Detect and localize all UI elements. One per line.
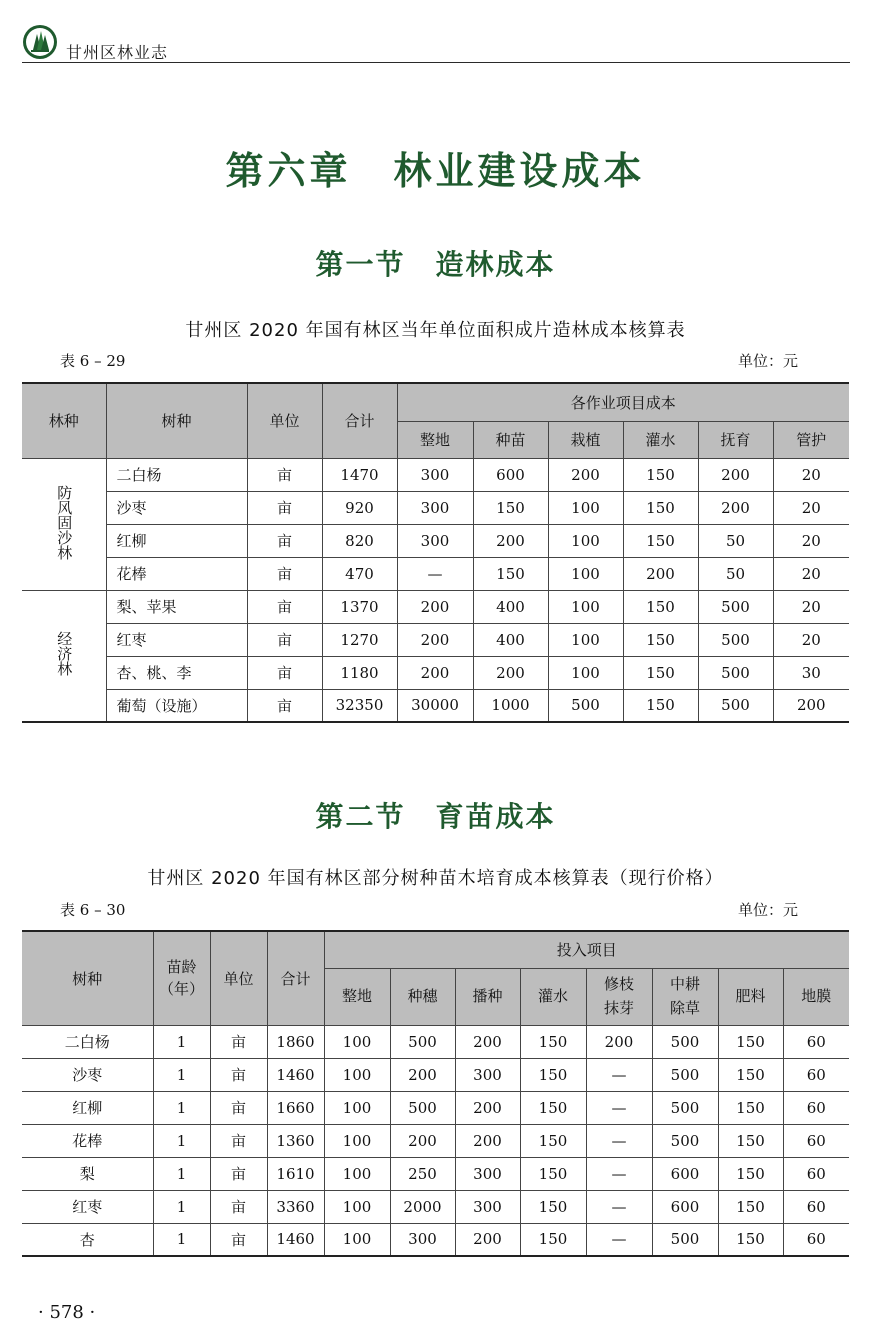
- header-item: [718, 968, 783, 1025]
- value-cell: 200: [390, 1124, 455, 1157]
- tree-cell: 花棒: [22, 1124, 153, 1157]
- age-cell: 1: [153, 1124, 210, 1157]
- value-cell: 300: [455, 1157, 520, 1190]
- tree-cell: 杏: [22, 1223, 153, 1256]
- table-row: [22, 623, 849, 656]
- tree-cell: 葡萄（设施）: [106, 689, 247, 722]
- header-total: 合计: [322, 383, 397, 458]
- value-cell: 2000: [390, 1190, 455, 1223]
- value-cell: —: [586, 1190, 652, 1223]
- table-row: [22, 557, 849, 590]
- value-cell: 200: [455, 1223, 520, 1256]
- value-cell: 200: [698, 491, 773, 524]
- header-unit: 单位: [247, 383, 322, 458]
- table-row: [22, 458, 849, 491]
- tree-cell: 花棒: [106, 557, 247, 590]
- header-tree: 树种: [106, 383, 247, 458]
- value-cell: 500: [652, 1025, 718, 1058]
- value-cell: 100: [548, 557, 623, 590]
- header-item-line1: 肥料: [735, 986, 766, 1005]
- value-cell: 100: [548, 524, 623, 557]
- unit-cell: 亩: [210, 1058, 267, 1091]
- table-row: [22, 491, 849, 524]
- header-item: [586, 968, 652, 1025]
- value-cell: 100: [324, 1190, 390, 1223]
- value-cell: 500: [698, 590, 773, 623]
- value-cell: 200: [397, 656, 473, 689]
- header-item-line1: 播种: [472, 986, 503, 1005]
- value-cell: 400: [473, 623, 548, 656]
- header-item: 整地: [397, 421, 473, 458]
- value-cell: 150: [520, 1157, 586, 1190]
- value-cell: 60: [783, 1223, 849, 1256]
- value-cell: —: [586, 1091, 652, 1124]
- value-cell: 20: [773, 491, 849, 524]
- value-cell: —: [586, 1223, 652, 1256]
- header-age-line1: 苗龄: [166, 957, 197, 976]
- value-cell: 150: [520, 1223, 586, 1256]
- header-item-line1: 种穗: [407, 986, 438, 1005]
- nursery-cost-table: [22, 930, 849, 1257]
- unit-cell: 亩: [210, 1124, 267, 1157]
- total-cell: 920: [322, 491, 397, 524]
- value-cell: 200: [473, 656, 548, 689]
- value-cell: 100: [324, 1157, 390, 1190]
- page-header: [22, 24, 850, 64]
- header-item: [324, 968, 390, 1025]
- tree-cell: 二白杨: [106, 458, 247, 491]
- table-number-1: 表 6 – 29: [60, 352, 126, 370]
- value-cell: 20: [773, 557, 849, 590]
- total-cell: 1370: [322, 590, 397, 623]
- table-title-2: 甘州区 2020 年国有林区部分树种苗木培育成本核算表（现行价格）: [147, 868, 724, 889]
- value-cell: 200: [698, 458, 773, 491]
- total-cell: 1460: [267, 1058, 324, 1091]
- header-tree: 树种: [22, 931, 153, 1025]
- header-item-line1: 中耕: [669, 975, 700, 994]
- value-cell: 300: [390, 1223, 455, 1256]
- total-cell: 32350: [322, 689, 397, 722]
- table-row: [22, 656, 849, 689]
- value-cell: 300: [397, 458, 473, 491]
- forest-type-label: 防风固沙林: [55, 484, 74, 560]
- total-cell: 820: [322, 524, 397, 557]
- total-cell: 1470: [322, 458, 397, 491]
- age-cell: 1: [153, 1157, 210, 1190]
- unit-cell: 亩: [210, 1223, 267, 1256]
- value-cell: 300: [455, 1190, 520, 1223]
- value-cell: 200: [455, 1091, 520, 1124]
- tree-cell: 沙枣: [106, 491, 247, 524]
- age-cell: 1: [153, 1058, 210, 1091]
- tree-cell: 沙枣: [22, 1058, 153, 1091]
- value-cell: 150: [623, 491, 698, 524]
- value-cell: 150: [623, 590, 698, 623]
- table-number-2: 表 6 – 30: [60, 901, 126, 919]
- unit-cell: 亩: [247, 491, 322, 524]
- value-cell: 150: [718, 1091, 783, 1124]
- header-item: 抚育: [698, 421, 773, 458]
- tree-cell: 红枣: [106, 623, 247, 656]
- header-forest-type: 林种: [22, 383, 106, 458]
- header-item: [783, 968, 849, 1025]
- value-cell: 500: [698, 689, 773, 722]
- value-cell: 100: [324, 1223, 390, 1256]
- value-cell: 150: [718, 1124, 783, 1157]
- total-cell: 1360: [267, 1124, 324, 1157]
- value-cell: 50: [698, 524, 773, 557]
- unit-cell: 亩: [247, 458, 322, 491]
- section-title-1: 第一节 造林成本: [315, 248, 556, 281]
- value-cell: 600: [473, 458, 548, 491]
- value-cell: 300: [397, 491, 473, 524]
- value-cell: 500: [652, 1058, 718, 1091]
- value-cell: 500: [548, 689, 623, 722]
- tree-cell: 梨: [22, 1157, 153, 1190]
- value-cell: 150: [718, 1058, 783, 1091]
- value-cell: 50: [698, 557, 773, 590]
- header-age: [153, 931, 210, 1025]
- table-row: [22, 1124, 849, 1157]
- header-age-line2: （年）: [158, 980, 204, 999]
- page-number: · 578 ·: [38, 1302, 96, 1323]
- book-title: 甘州区林业志: [66, 43, 169, 62]
- value-cell: 300: [397, 524, 473, 557]
- value-cell: 200: [586, 1025, 652, 1058]
- table-title-1: 甘州区 2020 年国有林区当年单位面积成片造林成本核算表: [185, 320, 686, 341]
- header-item: [455, 968, 520, 1025]
- value-cell: 200: [397, 590, 473, 623]
- value-cell: 60: [783, 1091, 849, 1124]
- value-cell: 150: [520, 1058, 586, 1091]
- value-cell: 200: [473, 524, 548, 557]
- value-cell: 100: [548, 590, 623, 623]
- header-item: [520, 968, 586, 1025]
- value-cell: 200: [397, 623, 473, 656]
- tree-cell: 红柳: [106, 524, 247, 557]
- value-cell: 150: [718, 1025, 783, 1058]
- age-cell: 1: [153, 1091, 210, 1124]
- value-cell: 60: [783, 1025, 849, 1058]
- total-cell: 3360: [267, 1190, 324, 1223]
- header-item-line1: 地膜: [801, 986, 832, 1005]
- forest-logo-icon: [22, 24, 58, 60]
- forest-type-cell: [22, 590, 106, 722]
- table-row: [22, 590, 849, 623]
- header-rule: [22, 62, 850, 63]
- unit-cell: 亩: [247, 656, 322, 689]
- value-cell: 100: [548, 656, 623, 689]
- section-title-2: 第二节 育苗成本: [315, 800, 556, 833]
- value-cell: 300: [455, 1058, 520, 1091]
- value-cell: 150: [473, 491, 548, 524]
- header-item-line1: 修枝: [603, 975, 634, 994]
- table-row: [22, 1190, 849, 1223]
- header-item: 种苗: [473, 421, 548, 458]
- value-cell: 200: [773, 689, 849, 722]
- forest-type-label: 经济林: [55, 631, 74, 677]
- value-cell: 20: [773, 623, 849, 656]
- header-unit: 单位: [210, 931, 267, 1025]
- total-cell: 1860: [267, 1025, 324, 1058]
- unit-cell: 亩: [247, 590, 322, 623]
- table-row: [22, 1157, 849, 1190]
- tree-cell: 红枣: [22, 1190, 153, 1223]
- total-cell: 1270: [322, 623, 397, 656]
- value-cell: 150: [623, 458, 698, 491]
- age-cell: 1: [153, 1025, 210, 1058]
- value-cell: 200: [548, 458, 623, 491]
- header-item: [652, 968, 718, 1025]
- header-item: 灌水: [623, 421, 698, 458]
- total-cell: 470: [322, 557, 397, 590]
- value-cell: 500: [698, 656, 773, 689]
- value-cell: 100: [324, 1091, 390, 1124]
- chapter-title: 第六章 林业建设成本: [225, 149, 646, 193]
- value-cell: 250: [390, 1157, 455, 1190]
- table-row: [22, 1223, 849, 1256]
- value-cell: 30: [773, 656, 849, 689]
- total-cell: 1460: [267, 1223, 324, 1256]
- value-cell: —: [586, 1157, 652, 1190]
- unit-cell: 亩: [247, 623, 322, 656]
- tree-cell: 红柳: [22, 1091, 153, 1124]
- value-cell: 500: [652, 1124, 718, 1157]
- value-cell: 60: [783, 1058, 849, 1091]
- value-cell: —: [586, 1058, 652, 1091]
- header-item: 管护: [773, 421, 849, 458]
- value-cell: 150: [718, 1190, 783, 1223]
- value-cell: 100: [324, 1025, 390, 1058]
- value-cell: 400: [473, 590, 548, 623]
- value-cell: 600: [652, 1190, 718, 1223]
- table-row: [22, 524, 849, 557]
- value-cell: 500: [652, 1091, 718, 1124]
- unit-cell: 亩: [247, 557, 322, 590]
- value-cell: 500: [390, 1025, 455, 1058]
- value-cell: 200: [390, 1058, 455, 1091]
- value-cell: 60: [783, 1157, 849, 1190]
- value-cell: 200: [623, 557, 698, 590]
- age-cell: 1: [153, 1223, 210, 1256]
- table-row: [22, 1091, 849, 1124]
- value-cell: 150: [473, 557, 548, 590]
- value-cell: 150: [520, 1091, 586, 1124]
- value-cell: 150: [623, 524, 698, 557]
- value-cell: 20: [773, 524, 849, 557]
- value-cell: 100: [324, 1124, 390, 1157]
- table-row: [22, 1058, 849, 1091]
- header-item-line2: 除草: [669, 998, 700, 1017]
- value-cell: 150: [520, 1124, 586, 1157]
- tree-cell: 杏、桃、李: [106, 656, 247, 689]
- header-item: 栽植: [548, 421, 623, 458]
- value-cell: 150: [623, 689, 698, 722]
- total-cell: 1660: [267, 1091, 324, 1124]
- unit-label-1: 单位：元: [738, 352, 799, 370]
- value-cell: 60: [783, 1124, 849, 1157]
- value-cell: —: [586, 1124, 652, 1157]
- value-cell: 150: [718, 1157, 783, 1190]
- value-cell: 150: [520, 1190, 586, 1223]
- value-cell: 600: [652, 1157, 718, 1190]
- unit-cell: 亩: [210, 1157, 267, 1190]
- table-row: [22, 689, 849, 722]
- value-cell: 150: [718, 1223, 783, 1256]
- value-cell: 30000: [397, 689, 473, 722]
- unit-cell: 亩: [247, 524, 322, 557]
- header-item: [390, 968, 455, 1025]
- value-cell: 150: [623, 623, 698, 656]
- value-cell: —: [397, 557, 473, 590]
- value-cell: 200: [455, 1124, 520, 1157]
- unit-cell: 亩: [210, 1091, 267, 1124]
- header-item-line1: 灌水: [537, 986, 568, 1005]
- unit-label-2: 单位：元: [738, 901, 799, 919]
- value-cell: 20: [773, 458, 849, 491]
- header-total: 合计: [267, 931, 324, 1025]
- forest-type-cell: [22, 458, 106, 590]
- unit-cell: 亩: [210, 1190, 267, 1223]
- value-cell: 20: [773, 590, 849, 623]
- table-row: [22, 1025, 849, 1058]
- value-cell: 1000: [473, 689, 548, 722]
- value-cell: 200: [455, 1025, 520, 1058]
- header-input-group: 投入项目: [324, 931, 849, 968]
- value-cell: 500: [652, 1223, 718, 1256]
- value-cell: 150: [623, 656, 698, 689]
- value-cell: 500: [698, 623, 773, 656]
- value-cell: 100: [548, 491, 623, 524]
- age-cell: 1: [153, 1190, 210, 1223]
- total-cell: 1180: [322, 656, 397, 689]
- value-cell: 100: [548, 623, 623, 656]
- header-item-line2: 抹芽: [603, 998, 634, 1017]
- value-cell: 150: [520, 1025, 586, 1058]
- value-cell: 500: [390, 1091, 455, 1124]
- header-cost-group: 各作业项目成本: [397, 383, 849, 421]
- total-cell: 1610: [267, 1157, 324, 1190]
- unit-cell: 亩: [247, 689, 322, 722]
- tree-cell: 二白杨: [22, 1025, 153, 1058]
- tree-cell: 梨、苹果: [106, 590, 247, 623]
- value-cell: 60: [783, 1190, 849, 1223]
- header-item-line1: 整地: [341, 986, 372, 1005]
- value-cell: 100: [324, 1058, 390, 1091]
- afforestation-cost-table: [22, 382, 849, 723]
- unit-cell: 亩: [210, 1025, 267, 1058]
